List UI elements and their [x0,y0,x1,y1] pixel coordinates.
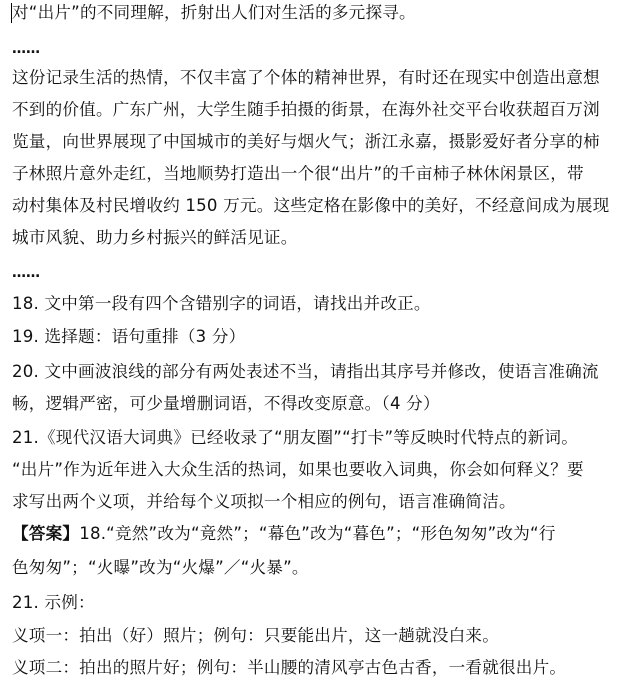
paragraph-line: 不到的价值。广东广州，大学生随手拍摄的街景，在海外社交平台收获超百万浏 [12,100,600,119]
question-21-continued: 求写出两个义项，并给每个义项拟一个相应的例句，语言准确简洁。 [12,492,516,511]
paragraph-line: 城市风貌、助力乡村振兴的鲜活见证。 [12,228,298,247]
question-20: 20. 文中画波浪线的部分有两处表述不当，请指出其序号并修改，使语言准确流 [12,362,599,381]
paragraph-line: 对“出片”的不同理解，折射出人们对生活的多元探寻。 [12,3,416,22]
paragraph-line: 览量，向世界展现了中国城市的美好与烟火气；浙江永嘉，摄影爱好者分享的柿 [12,132,600,151]
paragraph-line: 动村集体及村民增收约 150 万元。这些定格在影像中的美好，不经意间成为展现 [12,196,610,215]
answer-line [12,523,556,545]
question-21-continued: “出片”作为近年进入大众生活的热词，如果也要收入词典，你会如何释义？要 [12,460,584,479]
paragraph-line: 这份记录生活的热情，不仅丰富了个体的精神世界，有时还在现实中创造出意想 [12,68,600,87]
question-20-continued: 畅，逻辑严密，可少量增删词语，不得改变原意。（4 分） [12,394,440,413]
question-21: 21.《现代汉语大词典》已经收录了“朋友圈”“打卡”等反映时代特点的新词。 [12,428,578,447]
answer-21-sense-1: 义项一：拍出（好）照片；例句：只要能出片，这一趟就没白来。 [12,626,500,645]
answer-18-continued: 色匆匆”；“火曝”改为“火爆”／“火暴”。 [12,558,309,577]
answer-21-heading: 21. 示例： [12,593,95,612]
question-18: 18. 文中第一段有四个含错别字的词语，请找出并改正。 [12,294,431,313]
question-19: 19. 选择题：语句重排（3 分） [12,327,246,346]
ellipsis-separator: …… [12,41,40,57]
answer-18-text: 18.“竞然”改为“竟然”；“幕色”改为“暮色”；“形色匆匆”改为“行 [79,524,556,543]
paragraph-line: 子林照片意外走红，当地顺势打造出一个很“出片”的千亩柿子林休闲景区，带 [12,164,584,183]
answer-tag: 【答案】 [12,524,80,543]
ellipsis-separator: …… [12,265,40,281]
answer-21-sense-2: 义项二：拍出的照片好；例句：半山腰的清风亭古色古香，一看就很出片。 [12,658,567,677]
